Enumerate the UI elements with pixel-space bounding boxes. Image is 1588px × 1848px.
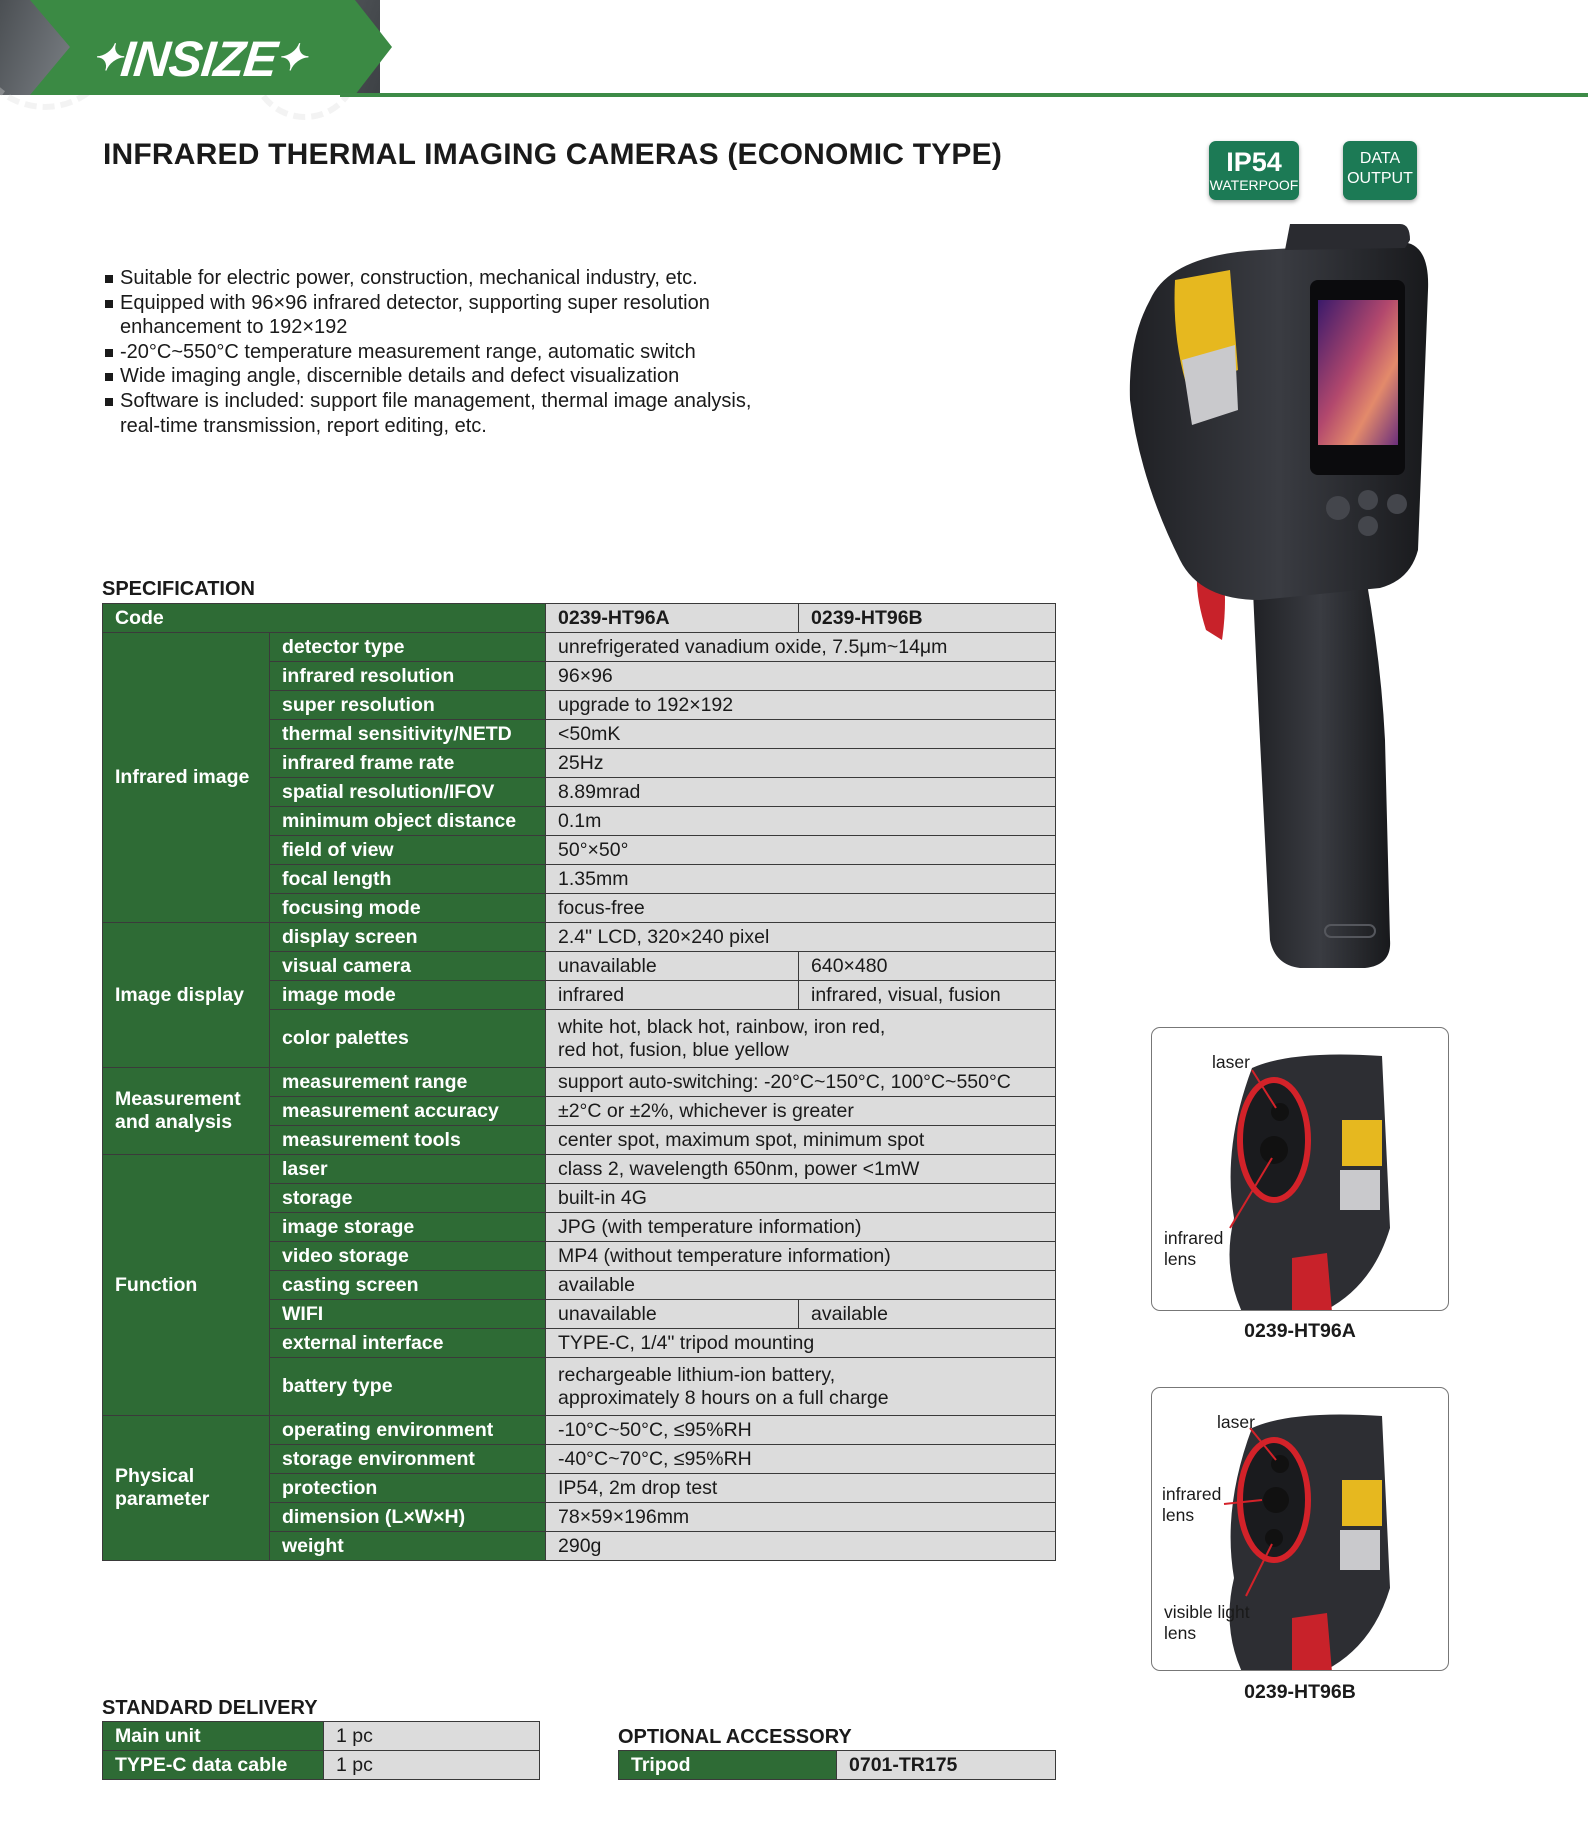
feature-item: Suitable for electric power, construction, mechanical industry, etc. xyxy=(103,266,803,291)
delivery-qty: 1 pc xyxy=(324,1751,540,1780)
table-row xyxy=(103,1068,1056,1097)
row-value: white hot, black hot, rainbow, iron red, red hot, fusion, blue yellow xyxy=(546,1010,1056,1068)
row-label: casting screen xyxy=(270,1271,546,1300)
row-label: super resolution xyxy=(270,691,546,720)
row-value-b: 640×480 xyxy=(799,952,1056,981)
row-label: color palettes xyxy=(270,1010,546,1068)
row-label: image mode xyxy=(270,981,546,1010)
model-b-header: 0239-HT96B xyxy=(799,604,1056,633)
model-a-detail-image xyxy=(1151,1027,1449,1311)
table-row xyxy=(103,604,1056,633)
row-value: 290g xyxy=(546,1532,1056,1561)
page-title: INFRARED THERMAL IMAGING CAMERAS (ECONOMIC TYPE) xyxy=(103,138,1003,171)
table-row xyxy=(103,1751,540,1780)
specification-table xyxy=(102,603,1056,1561)
row-label: visual camera xyxy=(270,952,546,981)
row-label: protection xyxy=(270,1474,546,1503)
row-value: 0.1m xyxy=(546,807,1056,836)
row-value: 50°×50° xyxy=(546,836,1056,865)
data-output-badge: DATA OUTPUT xyxy=(1343,141,1417,200)
optional-accessory-heading: OPTIONAL ACCESSORY xyxy=(618,1726,852,1748)
group-measurement: Measurement and analysis xyxy=(103,1068,270,1155)
row-label: detector type xyxy=(270,633,546,662)
header-rule xyxy=(340,93,1588,97)
row-value: -10°C~50°C, ≤95%RH xyxy=(546,1416,1056,1445)
standard-delivery-heading: STANDARD DELIVERY xyxy=(102,1697,318,1719)
group-image-display: Image display xyxy=(103,923,270,1068)
page-header xyxy=(0,0,1588,98)
row-value: MP4 (without temperature information) xyxy=(546,1242,1056,1271)
thermal-camera-image xyxy=(1110,220,1550,980)
table-row xyxy=(619,1751,1056,1780)
table-row xyxy=(103,1722,540,1751)
laser-label: laser xyxy=(1212,1052,1250,1072)
row-value: 96×96 xyxy=(546,662,1056,691)
row-value: TYPE-C, 1/4" tripod mounting xyxy=(546,1329,1056,1358)
row-label: infrared resolution xyxy=(270,662,546,691)
row-label: WIFI xyxy=(270,1300,546,1329)
row-value-a: infrared xyxy=(546,981,799,1010)
row-label: minimum object distance xyxy=(270,807,546,836)
code-header: Code xyxy=(103,604,546,633)
model-a-header: 0239-HT96A xyxy=(546,604,799,633)
row-label: spatial resolution/IFOV xyxy=(270,778,546,807)
table-row xyxy=(103,1155,1056,1184)
row-value-b: available xyxy=(799,1300,1056,1329)
row-value: JPG (with temperature information) xyxy=(546,1213,1056,1242)
row-value: 1.35mm xyxy=(546,865,1056,894)
row-label: focal length xyxy=(270,865,546,894)
row-value: upgrade to 192×192 xyxy=(546,691,1056,720)
group-infrared-image: Infrared image xyxy=(103,633,270,923)
delivery-qty: 1 pc xyxy=(324,1722,540,1751)
model-b-detail-image xyxy=(1151,1387,1449,1671)
row-label: operating environment xyxy=(270,1416,546,1445)
laser-label: laser xyxy=(1217,1412,1255,1432)
row-value: available xyxy=(546,1271,1056,1300)
infrared-lens-label: infrared lens xyxy=(1162,1484,1222,1525)
visible-light-lens-label: visible light lens xyxy=(1164,1602,1250,1643)
table-row xyxy=(103,633,1056,662)
row-value: 25Hz xyxy=(546,749,1056,778)
row-label: dimension (L×W×H) xyxy=(270,1503,546,1532)
row-label: measurement tools xyxy=(270,1126,546,1155)
row-label: image storage xyxy=(270,1213,546,1242)
row-label: measurement accuracy xyxy=(270,1097,546,1126)
row-label: field of view xyxy=(270,836,546,865)
row-value: 2.4" LCD, 320×240 pixel xyxy=(546,923,1056,952)
delivery-item: Main unit xyxy=(103,1722,324,1751)
row-label: measurement range xyxy=(270,1068,546,1097)
model-b-caption: 0239-HT96B xyxy=(1244,1681,1356,1703)
row-value: center spot, maximum spot, minimum spot xyxy=(546,1126,1056,1155)
row-label: infrared frame rate xyxy=(270,749,546,778)
table-row xyxy=(103,1416,1056,1445)
feature-item: Wide imaging angle, discernible details and defect visualization xyxy=(103,364,803,389)
row-label: thermal sensitivity/NETD xyxy=(270,720,546,749)
row-value: <50mK xyxy=(546,720,1056,749)
row-value-b: infrared, visual, fusion xyxy=(799,981,1056,1010)
ip54-badge: IP54 WATERPOOF xyxy=(1209,141,1299,200)
row-label: external interface xyxy=(270,1329,546,1358)
row-value-a: unavailable xyxy=(546,1300,799,1329)
optional-accessory-table xyxy=(618,1750,1056,1780)
row-value-a: unavailable xyxy=(546,952,799,981)
standard-delivery-table xyxy=(102,1721,540,1780)
feature-list xyxy=(103,266,803,438)
row-value: 78×59×196mm xyxy=(546,1503,1056,1532)
feature-item: Software is included: support file management, thermal image analysis, real-time transmission, report editing, etc. xyxy=(103,389,783,438)
model-a-caption: 0239-HT96A xyxy=(1244,1320,1356,1342)
delivery-item: TYPE-C data cable xyxy=(103,1751,324,1780)
row-label: display screen xyxy=(270,923,546,952)
row-label: storage xyxy=(270,1184,546,1213)
group-physical: Physical parameter xyxy=(103,1416,270,1561)
row-value: ±2°C or ±2%, whichever is greater xyxy=(546,1097,1056,1126)
row-label: weight xyxy=(270,1532,546,1561)
row-value: support auto-switching: -20°C~150°C, 100°C~550°C xyxy=(546,1068,1056,1097)
table-row xyxy=(103,923,1056,952)
row-label: video storage xyxy=(270,1242,546,1271)
accessory-item: Tripod xyxy=(619,1751,837,1780)
feature-item: Equipped with 96×96 infrared detector, supporting super resolution enhancement to 192×192 xyxy=(103,291,743,340)
row-label: laser xyxy=(270,1155,546,1184)
spec-heading: SPECIFICATION xyxy=(102,578,255,600)
row-value: 8.89mrad xyxy=(546,778,1056,807)
row-label: focusing mode xyxy=(270,894,546,923)
accessory-code: 0701-TR175 xyxy=(837,1751,1056,1780)
row-label: storage environment xyxy=(270,1445,546,1474)
row-label: battery type xyxy=(270,1358,546,1416)
row-value: -40°C~70°C, ≤95%RH xyxy=(546,1445,1056,1474)
feature-item: -20°C~550°C temperature measurement range, automatic switch xyxy=(103,340,803,365)
row-value: built-in 4G xyxy=(546,1184,1056,1213)
row-value: IP54, 2m drop test xyxy=(546,1474,1056,1503)
row-value: focus-free xyxy=(546,894,1056,923)
row-value: rechargeable lithium-ion battery, approximately 8 hours on a full charge xyxy=(546,1358,1056,1416)
group-function: Function xyxy=(103,1155,270,1416)
row-value: class 2, wavelength 650nm, power <1mW xyxy=(546,1155,1056,1184)
brand-logo: ✦INSIZE✦ xyxy=(90,31,308,87)
row-value: unrefrigerated vanadium oxide, 7.5μm~14μm xyxy=(546,633,1056,662)
infrared-lens-label: infrared lens xyxy=(1164,1228,1224,1269)
